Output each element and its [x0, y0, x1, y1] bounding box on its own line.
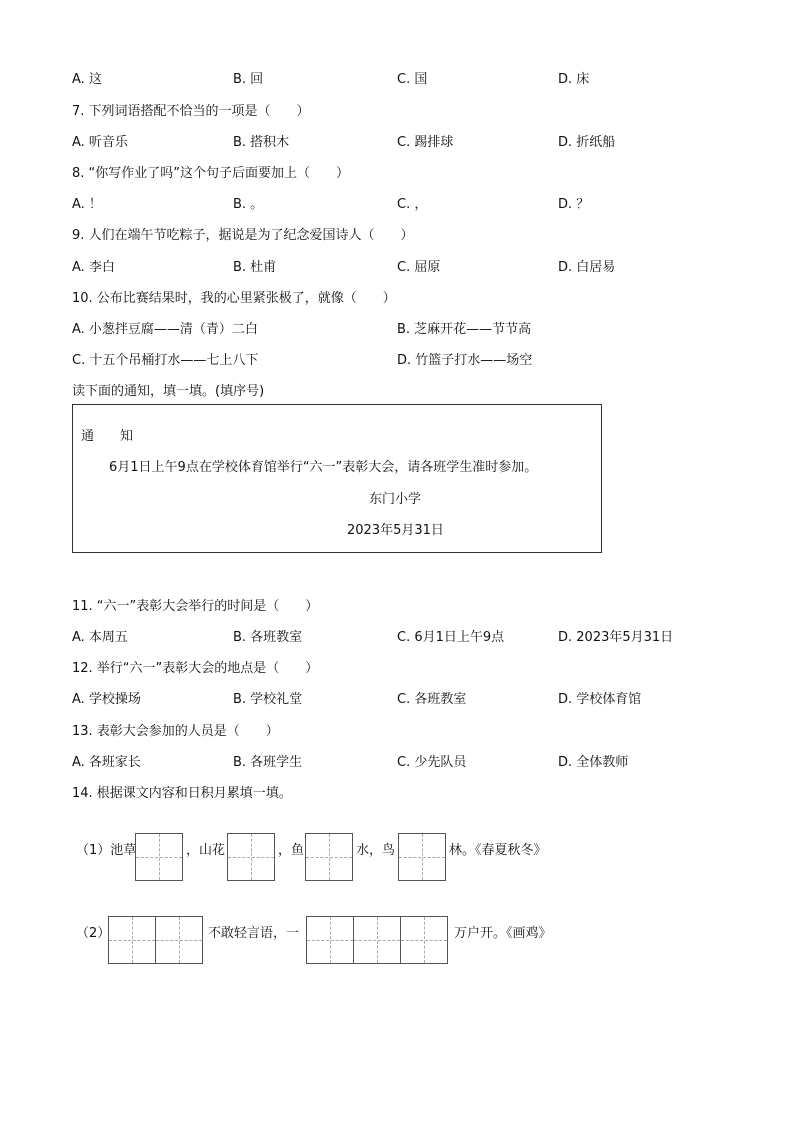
writing-cell[interactable] — [353, 916, 401, 964]
q11-stem: 11. “六一”表彰大会举行的时间是（ ） — [72, 599, 319, 614]
q11-option-a: A. 本周五 — [72, 630, 128, 645]
q7-option-c: C. 踢排球 — [397, 135, 454, 150]
q14-line2-prefix: （2） — [76, 926, 111, 941]
q11-option-d: D. 2023年5月31日 — [558, 630, 674, 645]
writing-cell[interactable] — [108, 916, 156, 964]
q14-line1-prefix: （1）池草 — [76, 843, 137, 858]
q11-option-b: B. 各班教室 — [233, 630, 303, 645]
q7-stem: 7. 下列词语搭配不恰当的一项是（ ） — [72, 104, 310, 119]
fill-grid[interactable] — [135, 833, 183, 881]
q12-option-a: A. 学校操场 — [72, 692, 141, 707]
fill-grid[interactable] — [398, 833, 446, 881]
notice-date: 2023年5月31日 — [347, 523, 444, 538]
q10-option-b: B. 芝麻开花——节节高 — [397, 322, 532, 337]
q14-line1-text1: ，山花 — [186, 843, 226, 858]
q12-stem: 12. 举行“六一”表彰大会的地点是（ ） — [72, 661, 319, 676]
writing-cell[interactable] — [398, 833, 446, 881]
q8-option-b: B. 。 — [233, 197, 264, 212]
writing-cell[interactable] — [227, 833, 275, 881]
q9-option-d: D. 白居易 — [558, 260, 616, 275]
q9-stem: 9. 人们在端午节吃粽子，据说是为了纪念爱国诗人（ ） — [72, 228, 414, 243]
q9-option-b: B. 杜甫 — [233, 260, 277, 275]
q10-option-d: D. 竹篮子打水——场空 — [397, 353, 533, 368]
q10-option-a: A. 小葱拌豆腐——清（青）二白 — [72, 322, 258, 337]
fill-grid[interactable] — [227, 833, 275, 881]
notice-box — [72, 404, 602, 553]
q12-option-c: C. 各班教室 — [397, 692, 467, 707]
q8-stem: 8. “你写作业了吗”这个句子后面要加上（ ） — [72, 166, 350, 181]
writing-cell[interactable] — [135, 833, 183, 881]
reading-instruction: 读下面的通知，填一填。(填序号) — [72, 384, 265, 399]
writing-cell[interactable] — [400, 916, 448, 964]
q7-option-d: D. 折纸船 — [558, 135, 616, 150]
fill-grid[interactable] — [305, 833, 353, 881]
q8-option-d: D. ？ — [558, 197, 590, 212]
notice-signer: 东门小学 — [369, 492, 422, 507]
q14-line2-text2: 万户开。《画鸡》 — [454, 926, 552, 941]
writing-cell[interactable] — [306, 916, 354, 964]
q6-option-d: D. 床 — [558, 72, 590, 87]
q14-line1-text3: 水，鸟 — [356, 843, 396, 858]
writing-cell[interactable] — [305, 833, 353, 881]
fill-grid[interactable] — [306, 916, 448, 964]
q13-option-b: B. 各班学生 — [233, 755, 303, 770]
notice-title: 通 知 — [81, 429, 134, 444]
q14-stem: 14. 根据课文内容和日积月累填一填。 — [72, 786, 292, 801]
q8-option-c: C. ， — [397, 197, 428, 212]
q14-line1-text4: 林。《春夏秋冬》 — [449, 843, 547, 858]
q9-option-a: A. 李白 — [72, 260, 115, 275]
q13-option-c: C. 少先队员 — [397, 755, 467, 770]
q14-line1-text2: ，鱼 — [278, 843, 305, 858]
q7-option-b: B. 搭积木 — [233, 135, 290, 150]
q7-option-a: A. 听音乐 — [72, 135, 128, 150]
fill-grid[interactable] — [108, 916, 203, 964]
q13-option-a: A. 各班家长 — [72, 755, 141, 770]
q10-stem: 10. 公布比赛结果时，我的心里紧张极了，就像（ ） — [72, 291, 396, 306]
q9-option-c: C. 屈原 — [397, 260, 441, 275]
q12-option-b: B. 学校礼堂 — [233, 692, 303, 707]
q13-stem: 13. 表彰大会参加的人员是（ ） — [72, 724, 279, 739]
q8-option-a: A. ！ — [72, 197, 102, 212]
q10-option-c: C. 十五个吊桶打水——七上八下 — [72, 353, 259, 368]
notice-body: 6月1日上午9点在学校体育馆举行“六一”表彰大会，请各班学生准时参加。 — [109, 460, 538, 475]
q11-option-c: C. 6月1日上午9点 — [397, 630, 505, 645]
q14-line2-text1: 不敢轻言语，一 — [208, 926, 300, 941]
q6-option-c: C. 国 — [397, 72, 428, 87]
q6-option-a: A. 这 — [72, 72, 102, 87]
writing-cell[interactable] — [155, 916, 203, 964]
q6-option-b: B. 回 — [233, 72, 264, 87]
q13-option-d: D. 全体教师 — [558, 755, 629, 770]
q12-option-d: D. 学校体育馆 — [558, 692, 642, 707]
